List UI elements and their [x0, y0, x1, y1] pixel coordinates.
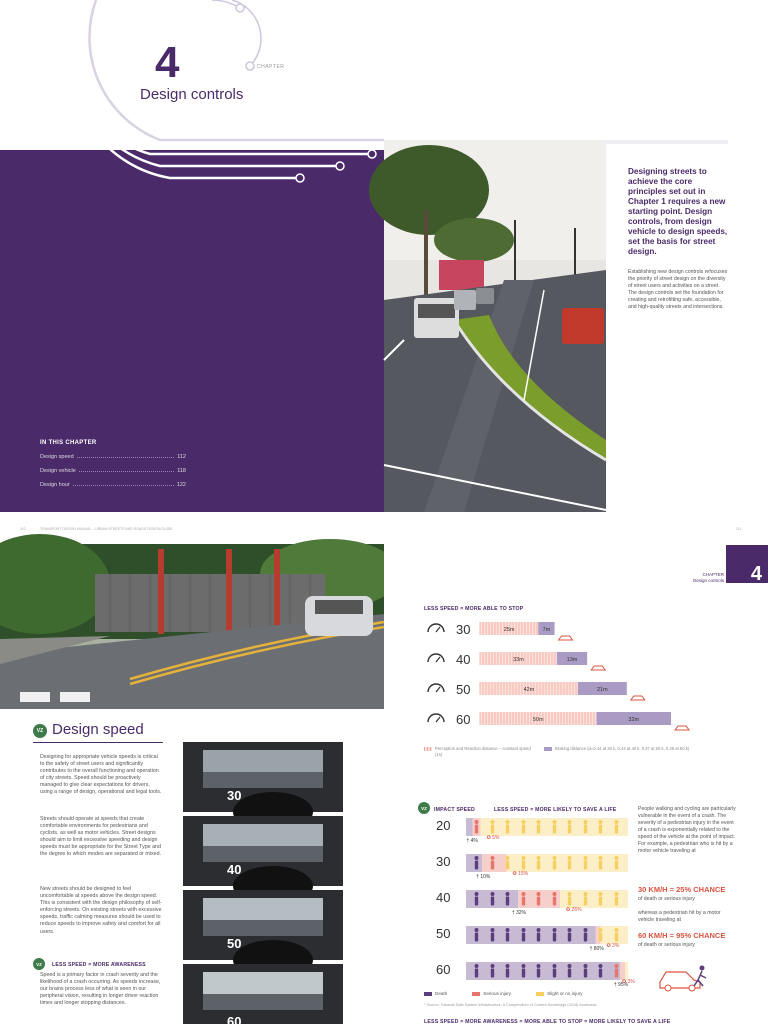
street-photo — [384, 140, 606, 512]
design-speed-page — [0, 538, 384, 1029]
person-icon — [614, 820, 619, 834]
toc-item[interactable] — [40, 468, 186, 474]
toc-label: Design speed — [40, 454, 74, 460]
person-icon — [474, 892, 479, 906]
bar-value-label: 13m — [566, 657, 578, 663]
impact-stat-60: 60 KM/H = 95% CHANCE — [638, 931, 726, 940]
bar-value-label: 33m — [513, 657, 524, 663]
speed-tick-label: 40 — [456, 652, 471, 667]
bar-value-label: 32m — [628, 717, 640, 723]
impact-side-text: of death or serious injury — [638, 942, 695, 948]
death-percent: † 32% — [511, 910, 527, 916]
car-icon — [559, 636, 573, 640]
chapter-chip-label: CHAPTER Design controls — [692, 572, 724, 583]
person-icon — [598, 820, 603, 834]
person-icon — [474, 820, 479, 834]
person-icon — [505, 928, 510, 942]
legend-death: Death — [435, 991, 448, 996]
body-paragraph: Speed is a primary factor in crash severity and the likelihood of a crash occurring. As speeds increase, our brains process less of what is seen in our peripheral vision, resulting in longer driver reaction times and longer stopping distances. — [40, 972, 161, 1007]
person-icon — [583, 964, 588, 978]
impact-chart-title: LESS SPEED = MORE LIKELY TO SAVE A LIFE — [494, 807, 617, 813]
speedometer-icon — [428, 684, 444, 692]
person-icon — [490, 964, 495, 978]
impact-speed-value: 60 — [436, 962, 451, 977]
person-icon — [474, 856, 479, 870]
person-icon — [521, 892, 526, 906]
person-icon — [552, 964, 557, 978]
road-photo — [0, 544, 384, 709]
impact-speed-value: 40 — [436, 890, 451, 905]
legend-braking: Braking distance (d=0.44 at 30 k, 0.44 at 40 k, 0.47 at 50 k, 0.45 at 60 k) — [544, 746, 694, 752]
person-icon — [583, 892, 588, 906]
person-icon — [583, 928, 588, 942]
person-icon — [521, 856, 526, 870]
person-icon — [598, 892, 603, 906]
speedometer-icon — [428, 714, 444, 722]
death-percent: † 95% — [613, 982, 629, 988]
person-icon — [505, 856, 510, 870]
person-icon — [474, 928, 479, 942]
person-icon — [583, 820, 588, 834]
vz-badge-icon: VZ — [418, 802, 430, 814]
stopping-row — [428, 622, 573, 640]
bar-value-label: 25m — [503, 627, 515, 633]
speedometer-needle — [436, 717, 440, 722]
impact-side-text: People walking and cycling are particularly vulnerable in the event of a crash. The severity of a pedestrian injury in the event of a crash is exponentially related to the speed of the vehicle at the point of impact. For example, a pedestrian who is hit by a motor vehicle traveling at — [638, 806, 736, 854]
impact-speed-value: 20 — [436, 818, 451, 833]
impact-side-text: whereas a pedestrian hit by a motor vehicle traveling at — [638, 910, 721, 923]
car-icon — [675, 726, 689, 730]
impact-stat-30: 30 KM/H = 25% CHANCE — [638, 885, 726, 894]
person-icon — [505, 892, 510, 906]
car-pedestrian-icon — [656, 962, 712, 992]
legend-serious: Serious injury — [483, 991, 512, 996]
toc-item[interactable] — [40, 482, 186, 488]
bar-value-label: 50m — [532, 717, 544, 723]
chapter-number: 4 — [155, 38, 180, 87]
speedometer-needle — [436, 657, 440, 662]
person-icon — [490, 856, 495, 870]
stopping-row — [428, 712, 689, 730]
vz-badge-icon: VZ — [33, 724, 47, 738]
toc-label: Design vehicle — [40, 468, 76, 474]
dashboard-view-thumb — [183, 742, 343, 812]
serious-injury-percent: ✪ 26% — [565, 907, 582, 913]
person-icon — [614, 856, 619, 870]
chapter-title: Design controls — [140, 86, 244, 103]
person-icon — [536, 892, 541, 906]
person-icon — [598, 964, 603, 978]
person-icon — [552, 820, 557, 834]
person-icon — [552, 892, 557, 906]
section-title: Design speed — [52, 721, 144, 738]
person-icon — [490, 892, 495, 906]
title-rule — [33, 742, 163, 743]
page-number: 110 — [20, 527, 26, 531]
stopping-distance-chart — [424, 614, 704, 744]
impact-side-text: of death or serious injury — [638, 896, 695, 902]
legend-reaction: Perception and Reaction distance – constant speed (1s) — [424, 746, 534, 757]
person-icon — [567, 892, 572, 906]
person-icon — [598, 928, 603, 942]
speed-label: 30 — [227, 788, 242, 803]
footer-banner: LESS SPEED = MORE AWARENESS = MORE ABLE TO STOP = MORE LIKELY TO SAVE A LIFE — [424, 1019, 671, 1025]
impact-speed-label: IMPACT SPEED — [434, 807, 475, 813]
bar-value-label: 42m — [523, 687, 535, 693]
person-icon — [552, 928, 557, 942]
speed-tick-label: 60 — [456, 712, 471, 727]
serious-injury-percent: ✪ 5% — [486, 835, 500, 841]
person-icon — [536, 820, 541, 834]
toc-page: 112 — [177, 454, 186, 460]
speed-tick-label: 50 — [456, 682, 471, 697]
person-icon — [567, 928, 572, 942]
dashboard-view-thumb — [183, 964, 343, 1029]
speed-tick-label: 30 — [456, 622, 471, 637]
person-icon — [536, 964, 541, 978]
person-icon — [614, 964, 619, 978]
person-icon — [614, 928, 619, 942]
impact-legend — [424, 991, 583, 996]
bar-value-label: 21m — [596, 687, 608, 693]
person-icon — [552, 856, 557, 870]
person-icon — [567, 856, 572, 870]
bar-value-label: 7m — [542, 627, 551, 633]
person-icon — [505, 964, 510, 978]
person-icon — [536, 928, 541, 942]
dashboard-view-thumb — [183, 890, 343, 960]
chapter-word: CHAPTER — [257, 64, 285, 70]
body-paragraph: Designing for appropriate vehicle speeds is critical to the safety of street users and significantly contributes to the overall functioning and operation of city streets. Speed should be proactively managed to give clear expectations for drivers, using a range of design, operational and legal tools. — [40, 754, 162, 796]
stopping-row — [428, 682, 645, 700]
death-percent: † 10% — [476, 874, 491, 880]
speedometer-needle — [436, 687, 440, 692]
person-icon — [490, 928, 495, 942]
source-note: * Source: Towards Safe System Infrastructure: A Compendium of Current Knowledge (2018) Austroads — [424, 1003, 597, 1007]
body-paragraph: Streets should operate at speeds that create comfortable environments for pedestrians and cyclists, as well as motor vehicles. Street designs should aim to limit excessive speeding and design speeds must be appropriate for the Street Type and the degree to which modes are separated or mixed. — [40, 816, 162, 858]
dashboard-view-thumb — [183, 816, 343, 886]
person-icon — [614, 892, 619, 906]
person-icon — [583, 856, 588, 870]
person-icon — [505, 820, 510, 834]
page-number: 111 — [736, 527, 742, 531]
person-icon — [521, 820, 526, 834]
speed-label: 40 — [227, 862, 242, 877]
body-paragraph: New streets should be designed to feel uncomfortable at speeds above the design speed. This is consistent with the design philosophy of self-enforcing streets. On existing streets with excessive speeds, traffic calming measures should be used to reduce speeds to improve safety and comfort for all users. — [40, 886, 162, 935]
running-footer: TRANSPORT DESIGN MANUAL – URBAN STREETS AND ROADS DESIGN GUIDE — [40, 527, 173, 531]
speed-label: 60 — [227, 1014, 242, 1029]
speedometer-icon — [428, 654, 444, 662]
impact-speed-value: 50 — [436, 926, 451, 941]
intro-body: Establishing new design controls refocuses the priority of street design on the diversity of street users and activities on a street. The design controls set the foundation for creating and retrofitting safe, accessible, and high-quality streets and intersections. — [628, 269, 728, 310]
toc-item[interactable] — [40, 454, 186, 460]
serious-injury-percent: ✪ 3% — [606, 943, 620, 949]
person-icon — [536, 856, 541, 870]
impact-speed-value: 30 — [436, 854, 451, 869]
toc-page: 118 — [177, 468, 186, 474]
chapter-chip: 4 — [726, 545, 768, 583]
person-icon — [490, 820, 495, 834]
person-icon — [521, 964, 526, 978]
person-icon — [598, 856, 603, 870]
serious-injury-percent: ✪ 3% — [622, 979, 635, 985]
in-this-chapter-heading: IN THIS CHAPTER — [40, 440, 97, 446]
subsection-heading: LESS SPEED = MORE AWARENESS — [52, 962, 146, 968]
speed-label: 50 — [227, 936, 242, 951]
legend-slight: Slight or no injury — [547, 991, 583, 996]
toc-page: 122 — [176, 482, 186, 488]
vz-badge-icon: VZ — [33, 958, 45, 970]
death-percent: † 80% — [589, 946, 604, 952]
speedometer-needle — [436, 627, 440, 632]
person-icon — [474, 964, 479, 978]
stopping-row — [428, 652, 605, 670]
chapter-opener-page — [0, 0, 384, 512]
car-icon — [591, 666, 605, 670]
person-icon — [521, 928, 526, 942]
speedometer-icon — [428, 624, 444, 632]
car-icon — [631, 696, 645, 700]
person-icon — [567, 820, 572, 834]
stopping-chart-title: LESS SPEED = MORE ABLE TO STOP — [424, 606, 524, 612]
serious-injury-percent: ✪ 15% — [512, 871, 529, 877]
person-icon — [567, 964, 572, 978]
toc-label: Design hour — [40, 482, 70, 488]
death-percent: † 4% — [466, 838, 478, 844]
intro-lead: Designing streets to achieve the core principles set out in Chapter 1 requires a new starting point. Design controls, from design vehicle to design speeds, set the basis for street design. — [628, 167, 728, 256]
